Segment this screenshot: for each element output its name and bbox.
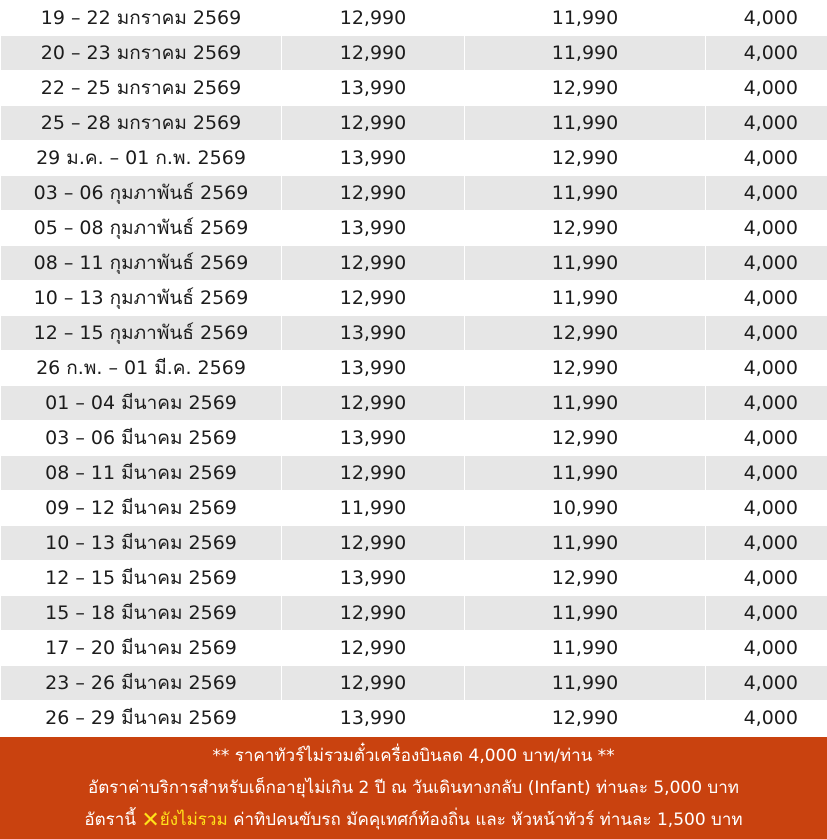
footer-note-airfare: ** ราคาทัวร์ไม่รวมตั๋วเครื่องบินลด 4,000 บาท/ท่าน ** bbox=[212, 746, 615, 766]
single-supplement-cell: 4,000 bbox=[706, 561, 827, 596]
table-row bbox=[1, 526, 827, 561]
adult-price-cell: 13,990 bbox=[282, 316, 465, 351]
child-price-cell: 12,990 bbox=[465, 561, 706, 596]
single-supplement-cell: 4,000 bbox=[706, 666, 827, 701]
date-cell: 03 – 06 มีนาคม 2569 bbox=[1, 421, 282, 456]
date-cell: 15 – 18 มีนาคม 2569 bbox=[1, 596, 282, 631]
single-supplement-cell: 4,000 bbox=[706, 316, 827, 351]
date-cell: 10 – 13 มีนาคม 2569 bbox=[1, 526, 282, 561]
child-price-cell: 11,990 bbox=[465, 386, 706, 421]
child-price-cell: 11,990 bbox=[465, 631, 706, 666]
table-row bbox=[1, 701, 827, 736]
child-price-cell: 12,990 bbox=[465, 141, 706, 176]
date-cell: 10 – 13 กุมภาพันธ์ 2569 bbox=[1, 281, 282, 316]
child-price-cell: 11,990 bbox=[465, 36, 706, 71]
single-supplement-cell: 4,000 bbox=[706, 281, 827, 316]
single-supplement-cell: 4,000 bbox=[706, 176, 827, 211]
adult-price-cell: 13,990 bbox=[282, 141, 465, 176]
adult-price-cell: 13,990 bbox=[282, 561, 465, 596]
date-cell: 09 – 12 มีนาคม 2569 bbox=[1, 491, 282, 526]
date-cell: 08 – 11 กุมภาพันธ์ 2569 bbox=[1, 246, 282, 281]
footer-notes bbox=[0, 737, 827, 839]
single-supplement-cell: 4,000 bbox=[706, 141, 827, 176]
child-price-cell: 11,990 bbox=[465, 106, 706, 141]
date-cell: 03 – 06 กุมภาพันธ์ 2569 bbox=[1, 176, 282, 211]
date-cell: 29 ม.ค. – 01 ก.พ. 2569 bbox=[1, 141, 282, 176]
adult-price-cell: 12,990 bbox=[282, 246, 465, 281]
adult-price-cell: 13,990 bbox=[282, 211, 465, 246]
date-cell: 08 – 11 มีนาคม 2569 bbox=[1, 456, 282, 491]
date-cell: 01 – 04 มีนาคม 2569 bbox=[1, 386, 282, 421]
adult-price-cell: 12,990 bbox=[282, 631, 465, 666]
table-row bbox=[1, 561, 827, 596]
single-supplement-cell: 4,000 bbox=[706, 351, 827, 386]
adult-price-cell: 12,990 bbox=[282, 106, 465, 141]
child-price-cell: 12,990 bbox=[465, 316, 706, 351]
date-cell: 20 – 23 มกราคม 2569 bbox=[1, 36, 282, 71]
x-mark-icon: ✕ bbox=[141, 808, 160, 833]
adult-price-cell: 13,990 bbox=[282, 701, 465, 736]
date-cell: 12 – 15 มีนาคม 2569 bbox=[1, 561, 282, 596]
single-supplement-cell: 4,000 bbox=[706, 71, 827, 106]
table-row bbox=[1, 281, 827, 316]
single-supplement-cell: 4,000 bbox=[706, 421, 827, 456]
table-row bbox=[1, 316, 827, 351]
child-price-cell: 12,990 bbox=[465, 71, 706, 106]
table-row bbox=[1, 386, 827, 421]
table-row bbox=[1, 421, 827, 456]
table-row bbox=[1, 106, 827, 141]
adult-price-cell: 12,990 bbox=[282, 36, 465, 71]
date-cell: 05 – 08 กุมภาพันธ์ 2569 bbox=[1, 211, 282, 246]
date-cell: 23 – 26 มีนาคม 2569 bbox=[1, 666, 282, 701]
child-price-cell: 12,990 bbox=[465, 211, 706, 246]
date-cell: 17 – 20 มีนาคม 2569 bbox=[1, 631, 282, 666]
table-row bbox=[1, 176, 827, 211]
child-price-cell: 11,990 bbox=[465, 246, 706, 281]
table-row bbox=[1, 246, 827, 281]
table-row bbox=[1, 631, 827, 666]
single-supplement-cell: 4,000 bbox=[706, 456, 827, 491]
date-cell: 25 – 28 มกราคม 2569 bbox=[1, 106, 282, 141]
adult-price-cell: 12,990 bbox=[282, 456, 465, 491]
date-cell: 26 ก.พ. – 01 มี.ค. 2569 bbox=[1, 351, 282, 386]
date-cell: 19 – 22 มกราคม 2569 bbox=[1, 1, 282, 36]
table-row bbox=[1, 666, 827, 701]
table-row bbox=[1, 491, 827, 526]
adult-price-cell: 12,990 bbox=[282, 176, 465, 211]
child-price-cell: 12,990 bbox=[465, 421, 706, 456]
price-table-body bbox=[1, 1, 827, 736]
child-price-cell: 12,990 bbox=[465, 701, 706, 736]
table-row bbox=[1, 36, 827, 71]
table-row bbox=[1, 1, 827, 36]
single-supplement-cell: 4,000 bbox=[706, 596, 827, 631]
table-row bbox=[1, 211, 827, 246]
single-supplement-cell: 4,000 bbox=[706, 1, 827, 36]
table-row bbox=[1, 351, 827, 386]
adult-price-cell: 12,990 bbox=[282, 1, 465, 36]
child-price-cell: 11,990 bbox=[465, 666, 706, 701]
footer-note-tips-prefix: อัตรานี้ bbox=[84, 810, 142, 830]
single-supplement-cell: 4,000 bbox=[706, 106, 827, 141]
adult-price-cell: 13,990 bbox=[282, 351, 465, 386]
child-price-cell: 11,990 bbox=[465, 281, 706, 316]
adult-price-cell: 11,990 bbox=[282, 491, 465, 526]
table-row bbox=[1, 456, 827, 491]
single-supplement-cell: 4,000 bbox=[706, 526, 827, 561]
not-included-label: ยังไม่รวม bbox=[159, 810, 228, 830]
adult-price-cell: 13,990 bbox=[282, 71, 465, 106]
footer-note-tips-suffix: ค่าทิปคนขับรถ มัคคุเทศก์ท้องถิ่น และ หัวหน้าทัวร์ ท่านละ 1,500 บาท bbox=[227, 810, 743, 830]
adult-price-cell: 13,990 bbox=[282, 421, 465, 456]
date-cell: 26 – 29 มีนาคม 2569 bbox=[1, 701, 282, 736]
adult-price-cell: 12,990 bbox=[282, 281, 465, 316]
single-supplement-cell: 4,000 bbox=[706, 386, 827, 421]
single-supplement-cell: 4,000 bbox=[706, 246, 827, 281]
adult-price-cell: 12,990 bbox=[282, 386, 465, 421]
child-price-cell: 11,990 bbox=[465, 1, 706, 36]
child-price-cell: 11,990 bbox=[465, 456, 706, 491]
table-row bbox=[1, 141, 827, 176]
table-row bbox=[1, 71, 827, 106]
table-row bbox=[1, 596, 827, 631]
child-price-cell: 10,990 bbox=[465, 491, 706, 526]
single-supplement-cell: 4,000 bbox=[706, 491, 827, 526]
date-cell: 22 – 25 มกราคม 2569 bbox=[1, 71, 282, 106]
date-cell: 12 – 15 กุมภาพันธ์ 2569 bbox=[1, 316, 282, 351]
single-supplement-cell: 4,000 bbox=[706, 211, 827, 246]
footer-note-tips bbox=[0, 804, 827, 836]
single-supplement-cell: 4,000 bbox=[706, 631, 827, 666]
adult-price-cell: 12,990 bbox=[282, 526, 465, 561]
child-price-cell: 11,990 bbox=[465, 176, 706, 211]
single-supplement-cell: 4,000 bbox=[706, 701, 827, 736]
child-price-cell: 11,990 bbox=[465, 526, 706, 561]
footer-note-infant: อัตราค่าบริการสำหรับเด็กอายุไม่เกิน 2 ปี ณ วันเดินทางกลับ (Infant) ท่านละ 5,000 บาท bbox=[88, 778, 739, 798]
single-supplement-cell: 4,000 bbox=[706, 36, 827, 71]
child-price-cell: 12,990 bbox=[465, 351, 706, 386]
child-price-cell: 11,990 bbox=[465, 596, 706, 631]
adult-price-cell: 12,990 bbox=[282, 666, 465, 701]
adult-price-cell: 12,990 bbox=[282, 596, 465, 631]
